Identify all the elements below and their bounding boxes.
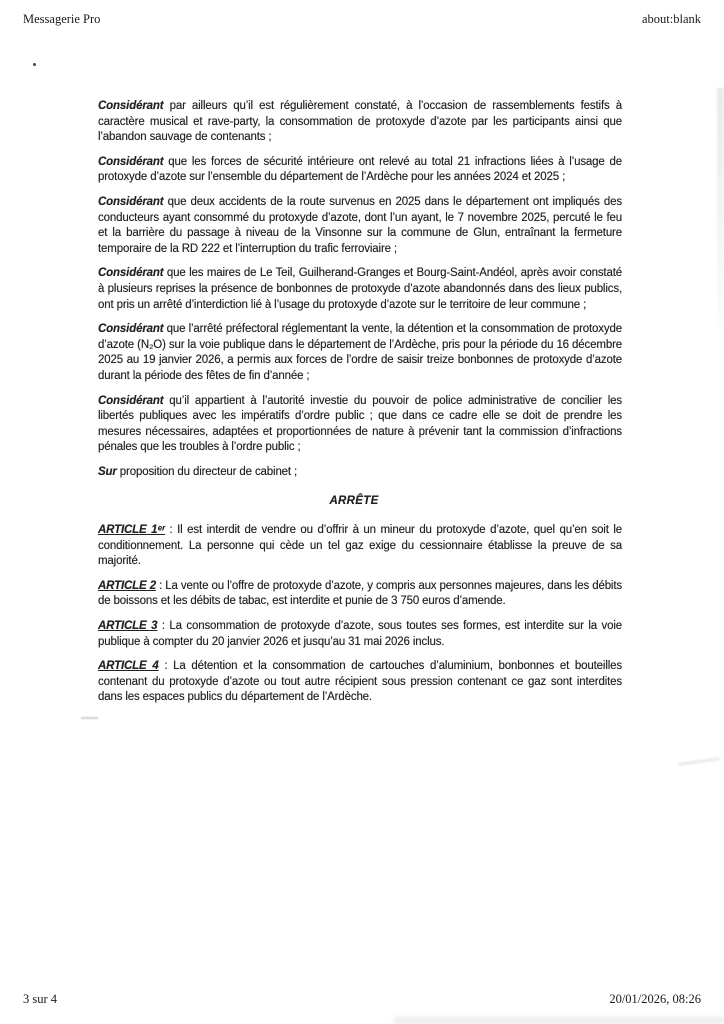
paragraph	[98, 394, 622, 456]
paragraph-lead: Considérant	[98, 195, 164, 208]
paragraph-text: : La consommation de protoxyde d’azote, sous toutes ses formes, est interdite sur la voie publique à compter du 20 janvier 2026 et jusqu’au 31 mai 2026 inclus.	[98, 620, 622, 648]
paragraph	[98, 523, 622, 570]
scan-artifact-corner-smudge	[678, 757, 720, 766]
paragraph-lead: ARTICLE 3	[98, 620, 158, 633]
print-header-app-title: Messagerie Pro	[23, 12, 101, 26]
paragraph-text: que les forces de sécurité intérieure ont relevé au total 21 infractions liées à l’usage de protoxyde d’azote sur l’ensemble du département de l’Ardèche pour les années 2024 et 2025 ;	[98, 155, 622, 184]
paragraph-text: proposition du directeur de cabinet ;	[116, 465, 298, 478]
paragraph	[98, 619, 622, 650]
paragraph	[98, 155, 622, 186]
paragraph-text: qu’il appartient à l’autorité investie du pouvoir de police administrative de concilier les libertés publiques avec les impératifs d’ordre public ; que dans ce cadre elle se doit de prendre les mesures nécessaires, adaptées et proportionnées de nature à prévenir tant la commission d’infractions pénales que les troubles à l’ordre public ;	[98, 394, 622, 454]
paragraph-text: que les maires de Le Teil, Guilherand-Granges et Bourg-Saint-Andéol, après avoir constaté à plusieurs reprises la présence de bonbonnes de protoxyde d’azote abandonnés dans des lieux publics, ont pris un arrêté d’interdiction lié à l’usage du protoxyde d’azote sur le territoire de leur commune ;	[98, 267, 622, 311]
arrete-heading: ARRÊTE	[329, 495, 379, 508]
paragraph-text: que l’arrêté préfectoral réglementant la vente, la détention et la consommation de protoxyde d’azote (N₂O) sur la voie publique dans le département de l’Ardèche, pris pour la période du 16 décembre 2025 au 19 janvier 2026, a permis aux forces de l’ordre de saisir treize bonbonnes de protoxyde d’azote durant la période des fêtes de fin d’année ;	[98, 323, 622, 382]
articles-section	[98, 523, 622, 706]
paragraph	[98, 579, 622, 610]
paragraph-lead: ARTICLE 2	[98, 579, 156, 592]
paragraph	[98, 195, 622, 257]
print-footer-page-number: 3 sur 4	[23, 992, 58, 1006]
print-footer	[23, 992, 701, 1007]
paragraph-lead: Considérant	[98, 323, 164, 336]
print-header	[23, 12, 701, 27]
scan-artifact-left-dash	[81, 717, 98, 719]
paragraph-text: : Il est interdit de vendre ou d’offrir à un mineur du protoxyde d’azote, quel qu’en soit le conditionnement. La personne qui cède un tel gaz exige du cessionnaire établisse la preuve de sa majorité.	[98, 524, 622, 568]
scan-artifact-bottom-smudge	[394, 1017, 724, 1024]
paragraph-text: que deux accidents de la route survenus en 2025 dans le département ont impliqués des conducteurs ayant consommé du protoxyde d’azote, dont l’un ayant, le 7 novembre 2025, percuté le feu et la barrière du passage à niveau de la Vinsonne sur la commune de Glun, entraînant la fermeture temporaire de la RD 222 et l’interruption du trafic ferroviaire ;	[98, 195, 622, 255]
paragraph-lead: Considérant	[98, 155, 164, 168]
paragraph	[98, 659, 622, 706]
paragraph-lead: ARTICLE 1ᵉʳ	[98, 524, 165, 537]
paragraph-text: : La vente ou l’offre de protoxyde d’azote, y compris aux personnes majeures, dans les débits de boissons et les débits de tabac, est interdite et punie de 3 750 euros d’amende.	[98, 579, 622, 608]
paragraph-text: par ailleurs qu’il est régulièrement constaté, à l’occasion de rassemblements festifs à caractère musical et rave-party, la consommation de protoxyde d’azote par les participants ainsi que l’abandon sauvage de contenants ;	[98, 100, 622, 144]
paragraph-lead: Considérant	[98, 394, 164, 407]
paragraph	[98, 322, 622, 384]
paragraph	[98, 99, 622, 146]
print-header-url: about:blank	[641, 12, 701, 26]
paragraph-lead: Considérant	[98, 267, 164, 280]
scan-artifact-dot	[33, 63, 36, 66]
paragraph	[98, 465, 622, 481]
paragraph	[98, 266, 622, 313]
paragraph-text: : La détention et la consommation de cartouches d’aluminium, bonbonnes et bouteilles contenant du protoxyde d’azote ou tout autre récipient sous pression contenant ce gaz sont interdites dans les espaces publics du département de l’Ardèche.	[98, 660, 622, 704]
considerant-paragraphs	[98, 99, 622, 480]
paragraph-lead: Considérant	[98, 100, 164, 112]
paragraph-lead: Sur	[98, 465, 117, 478]
scan-artifact-edge-strip	[717, 88, 724, 328]
paragraph-lead: ARTICLE 4	[98, 660, 159, 673]
print-footer-datetime: 20/01/2026, 08:26	[609, 992, 701, 1006]
document-body	[98, 99, 622, 715]
